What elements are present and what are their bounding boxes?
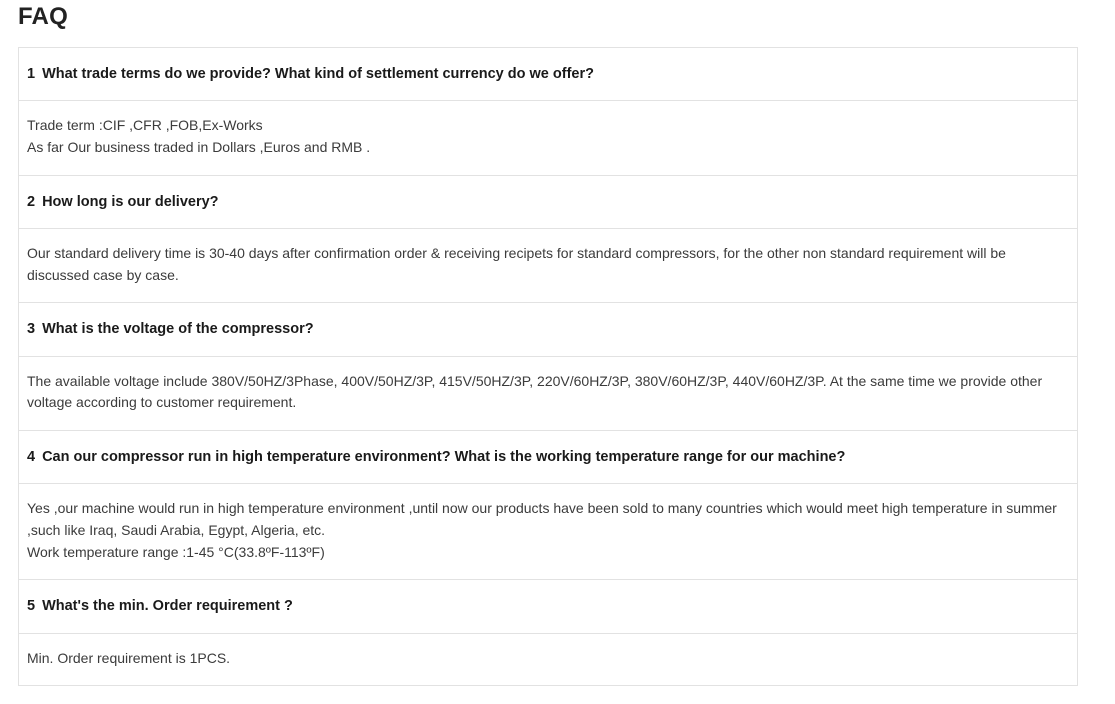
faq-question-text: What is the voltage of the compressor? — [42, 321, 314, 338]
faq-answer-line: Trade term :CIF ,CFR ,FOB,Ex-Works — [27, 117, 263, 134]
faq-answer-line: Min. Order requirement is 1PCS. — [27, 649, 231, 666]
faq-question-number: 2 — [27, 193, 36, 210]
faq-question-row[interactable] — [19, 580, 1077, 633]
faq-question-number: 1 — [27, 66, 36, 82]
faq-question-number: 4 — [27, 449, 36, 466]
faq-question-text: Can our compressor run in high temperature environment? What is the working temperature range for our machine? — [42, 449, 846, 466]
faq-answer-row — [19, 634, 1077, 687]
faq-question-text: How long is our delivery? — [42, 193, 219, 210]
faq-answer-line: Our standard delivery time is 30-40 days after confirmation order & receiving recipets for standard compressors, for the other non standard requirement will be discussed case by case. — [27, 244, 1006, 283]
faq-question-text: What's the min. Order requirement ? — [42, 598, 293, 615]
faq-answer-line: The available voltage include 380V/50HZ/3Phase, 400V/50HZ/3P, 415V/50HZ/3P, 220V/60HZ/3P, 380V/60HZ/3P, 440V/60HZ/3P. At the same time we provide other voltage according to customer requirement. — [27, 372, 1043, 411]
faq-answer-line: Work temperature range :1-45 °C(33.8ºF-113ºF) — [27, 543, 325, 560]
faq-table — [18, 47, 1078, 686]
faq-page — [0, 3, 1115, 686]
faq-question-row[interactable] — [19, 303, 1077, 356]
faq-answer-line: Yes ,our machine would run in high temperature environment ,until now our products have been sold to many countries which would meet high temperature in summer ,such like Iraq, Saudi Arabia, Egypt, Algeria, etc. — [27, 500, 1057, 538]
faq-question-number: 3 — [27, 321, 36, 338]
faq-question-number: 5 — [27, 598, 36, 615]
faq-answer-line: As far Our business traded in Dollars ,Euros and RMB . — [27, 138, 371, 155]
faq-question-row[interactable] — [19, 48, 1077, 101]
faq-question-text: What trade terms do we provide? What kind of settlement currency do we offer? — [42, 66, 594, 82]
faq-answer-row — [19, 357, 1077, 431]
faq-answer-row — [19, 484, 1077, 580]
page-title: FAQ — [18, 3, 68, 30]
faq-answer-row — [19, 229, 1077, 303]
faq-answer-row — [19, 101, 1077, 175]
faq-question-row[interactable] — [19, 176, 1077, 229]
faq-question-row[interactable] — [19, 431, 1077, 484]
